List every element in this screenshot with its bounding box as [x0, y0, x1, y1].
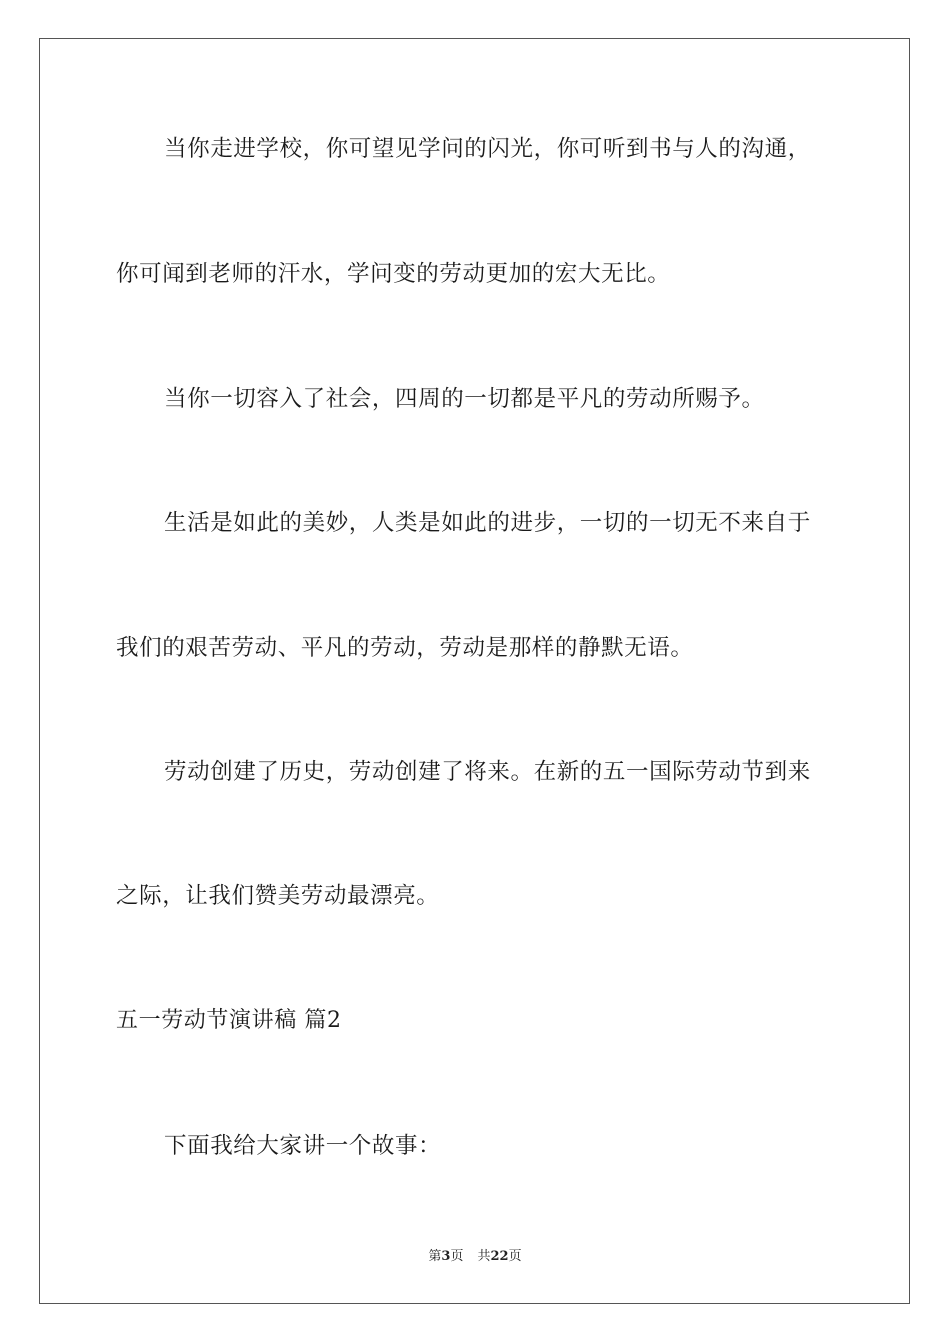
- page-border: [39, 38, 910, 1304]
- paragraph-4-line-1: 劳动创建了历史，劳动创建了将来。在新的五一国际劳动节到来: [164, 759, 811, 785]
- paragraph-5-line-1: 下面我给大家讲一个故事：: [164, 1133, 442, 1159]
- page-unit: 页: [450, 1249, 464, 1264]
- page-total: 22: [490, 1249, 509, 1264]
- section-heading: 五一劳动节演讲稿 篇2: [116, 1008, 342, 1033]
- total-prefix: 共: [477, 1249, 491, 1264]
- page-current: 3: [441, 1249, 451, 1264]
- paragraph-3-line-2: 我们的艰苦劳动、平凡的劳动，劳动是那样的静默无语。: [116, 635, 694, 661]
- paragraph-1-line-1: 当你走进学校，你可望见学问的闪光，你可听到书与人的沟通，: [164, 136, 811, 162]
- paragraph-1-line-2: 你可闻到老师的汗水，学问变的劳动更加的宏大无比。: [116, 261, 671, 287]
- page-prefix: 第: [428, 1249, 442, 1264]
- paragraph-2-line-1: 当你一切容入了社会，四周的一切都是平凡的劳动所赐予。: [164, 386, 765, 412]
- page-footer: [0, 1248, 950, 1266]
- paragraph-3-line-1: 生活是如此的美妙，人类是如此的进步，一切的一切无不来自于: [164, 510, 811, 536]
- total-unit: 页: [508, 1249, 522, 1264]
- paragraph-4-line-2: 之际，让我们赞美劳动最漂亮。: [116, 883, 440, 909]
